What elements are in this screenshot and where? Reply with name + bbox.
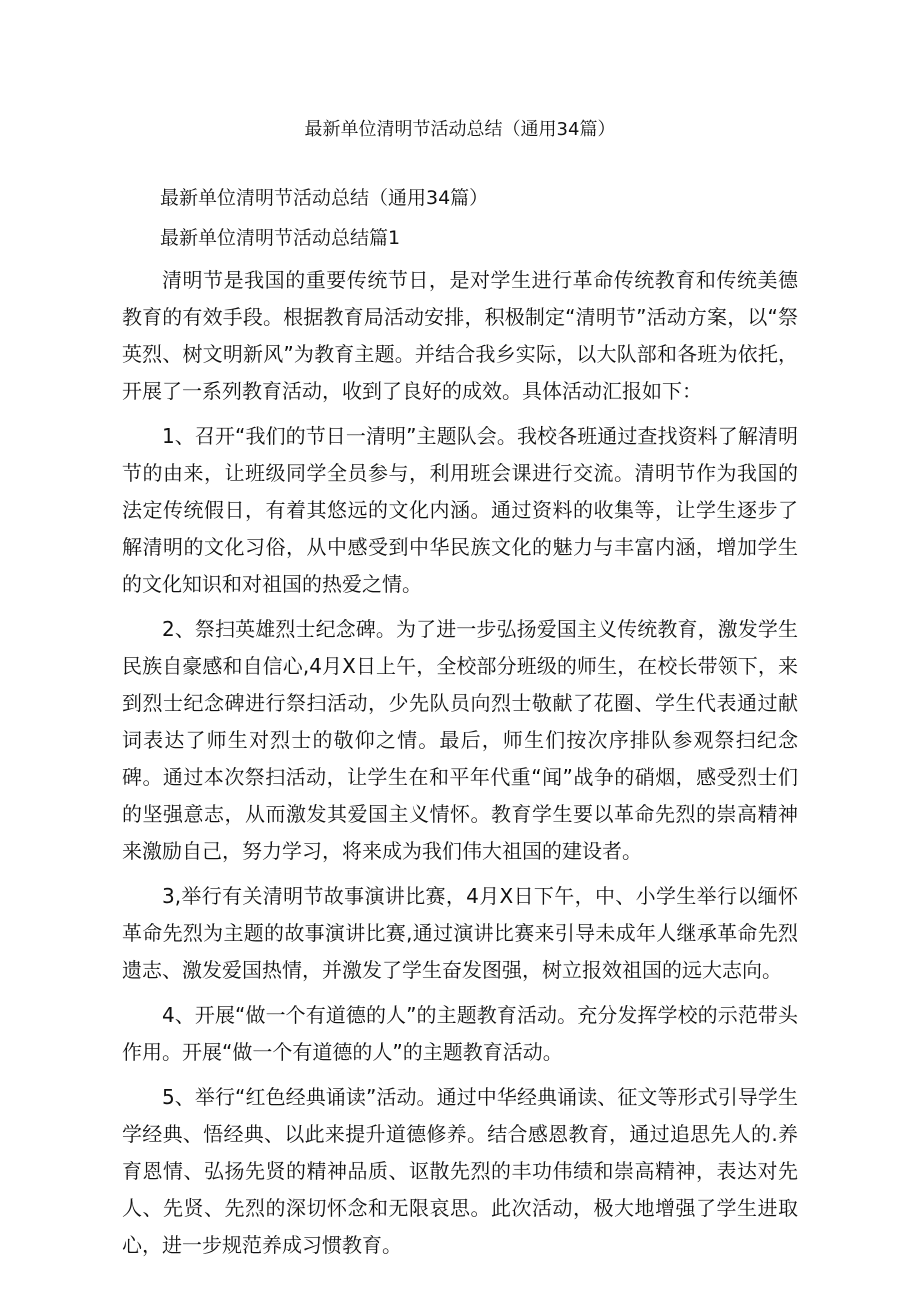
section-heading: 最新单位清明节活动总结篇1	[160, 227, 401, 249]
document-body	[122, 180, 798, 1272]
paragraph-item-5: 5、举行“红色经典诵读”活动。通过中华经典诵读、征文等形式引导学生学经典、悟经典、以此来提升道德修养。结合感恩教育，通过追思先人的.养育恩情、弘扬先贤的精神品质、讴散先烈的丰功伟绩和崇高精神，表达对先人、先贤、先烈的深切怀念和无限哀思。此次活动，极大地增强了学生进取心，进一步规范养成习惯教育。	[122, 1085, 798, 1257]
document-title: 最新单位清明节活动总结（通用34篇）	[304, 119, 616, 140]
paragraph-item-4: 4、开展“做一个有道德的人”的主题教育活动。充分发挥学校的示范带头作用。开展“做一个有道德的人”的主题教育活动。	[122, 1003, 798, 1064]
paragraph-item-2: 2、祭扫英雄烈士纪念碑。为了进一步弘扬爱国主义传统教育，激发学生民族自豪感和自信心,4月X日上午，全校部分班级的师生，在校长带领下，来到烈士纪念碑进行祭扫活动，少先队员向烈士敬献了花圈、学生代表通过献词表达了师生对烈士的敬仰之情。最后，师生们按次序排队参观祭扫纪念碑。通过本次祭扫活动，让学生在和平年代重“闻”战争的硝烟，感受烈士们的坚强意志，从而激发其爱国主义情怀。教育学生要以革命先烈的崇高精神来激励自己，努力学习，将来成为我们伟大祖国的建设者。	[122, 617, 798, 863]
paragraph-item-3: 3,举行有关清明节故事演讲比赛，4月X日下午，中、小学生举行以缅怀革命先烈为主题的故事演讲比赛,通过演讲比赛来引导未成年人继承革命先烈遗志、激发爱国热情，并激发了学生奋发图强，树立报效祖国的远大志向。	[122, 884, 798, 982]
paragraph-item-1: 1、召开“我们的节日一清明”主题队会。我校各班通过查找资料了解清明节的由来，让班级同学全员参与，利用班会课进行交流。清明节作为我国的法定传统假日，有着其悠远的文化内涵。通过资料的收集等，让学生逐步了解清明的文化习俗，从中感受到中华民族文化的魅力与丰富内涵，增加学生的文化知识和对祖国的热爱之情。	[122, 424, 798, 596]
document-subtitle: 最新单位清明节活动总结（通用34篇）	[160, 187, 489, 209]
paragraph-intro: 清明节是我国的重要传统节日，是对学生进行革命传统教育和传统美德教育的有效手段。根据教育局活动安排，积极制定“清明节”活动方案，以“祭英烈、树文明新风”为教育主题。并结合我乡实际，以大队部和各班为依托，开展了一系列教育活动，收到了良好的成效。具体活动汇报如下：	[122, 268, 798, 403]
